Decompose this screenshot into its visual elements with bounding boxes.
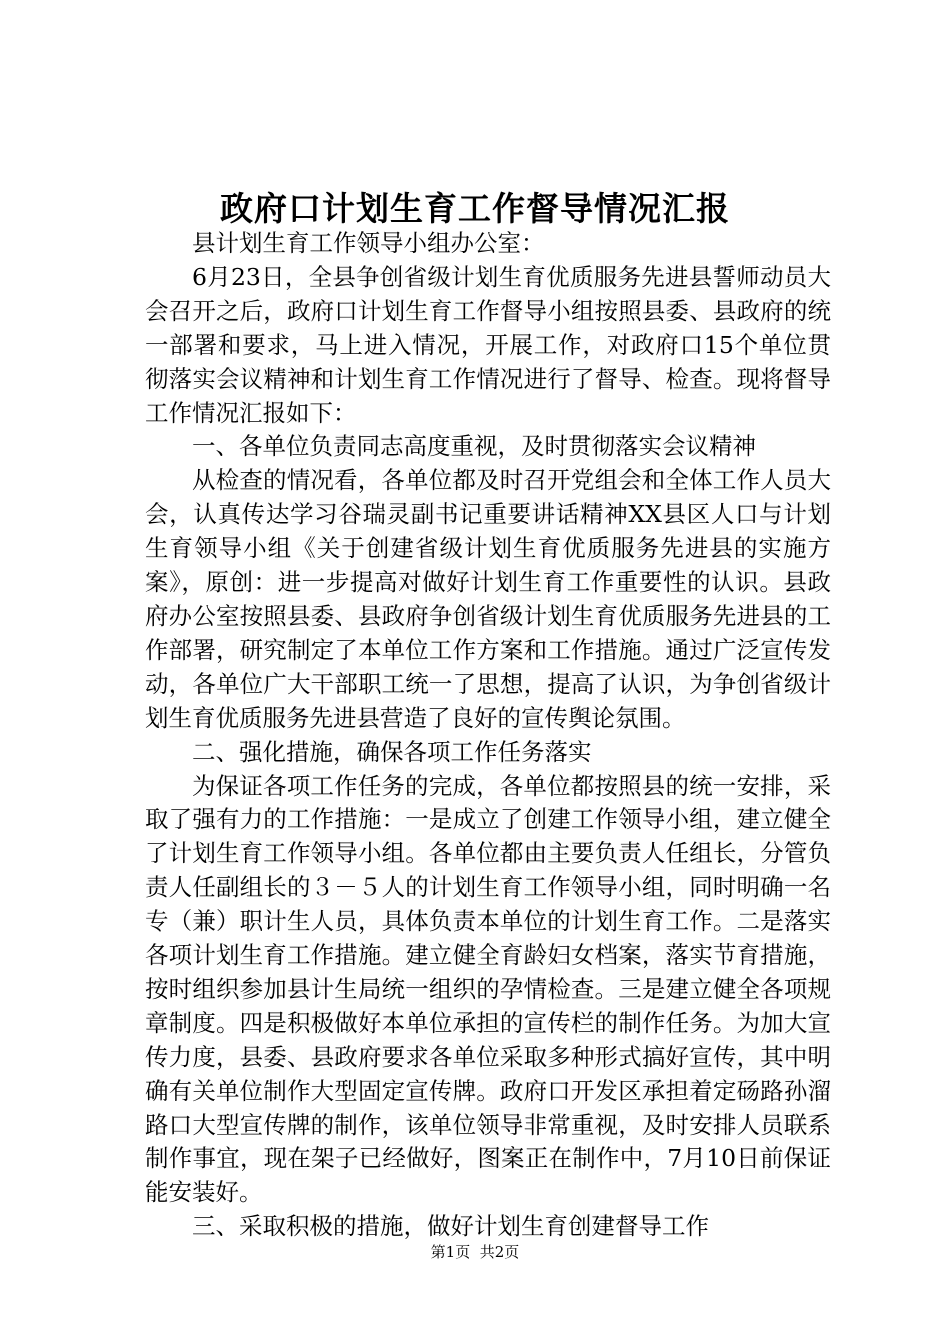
paragraph-section-1: 从检查的情况看，各单位都及时召开党组会和全体工作人员大会，认真传达学习谷瑞灵副书记重要讲话精神XX县区人口与计划生育领导小组《关于创建省级计划生育优质服务先进县的实施方案》，原创：进一步提高对做好计划生育工作重要性的认识。县政府办公室按照县委、县政府争创省级计划生育优质服务先进县的工作部署，研究制定了本单位工作方案和工作措施。通过广泛宣传发动，各单位广大干部职工统一了思想，提高了认识，为争创省级计划生育优质服务先进县营造了良好的宣传舆论氛围。 xyxy=(145,466,831,732)
section-heading-2: 二、强化措施，确保各项工作任务落实 xyxy=(192,737,592,766)
salutation: 县计划生育工作领导小组办公室： xyxy=(192,229,545,257)
document-title: 政府口计划生育工作督导情况汇报 xyxy=(220,189,730,228)
page-number: 第1页 xyxy=(430,1243,471,1261)
page-footer xyxy=(0,1240,950,1264)
section-heading-1: 一、各单位负责同志高度重视，及时贯彻落实会议精神 xyxy=(192,432,756,461)
document-body xyxy=(145,227,831,1244)
page-total: 共2页 xyxy=(479,1243,520,1261)
paragraph-section-2: 为保证各项工作任务的完成，各单位都按照县的统一安排，采取了强有力的工作措施：一是成立了创建工作领导小组，建立健全了计划生育工作领导小组。各单位都由主要负责人任组长，分管负责人任副组长的３－５人的计划生育工作领导小组，同时明确一名专（兼）职计生人员，具体负责本单位的计划生育工作。二是落实各项计划生育工作措施。建立健全育龄妇女档案，落实节育措施，按时组织参加县计生局统一组织的孕情检查。三是建立健全各项规章制度。四是积极做好本单位承担的宣传栏的制作任务。为加大宣传力度，县委、县政府要求各单位采取多种形式搞好宣传，其中明确有关单位制作大型固定宣传牌。政府口开发区承担着定砀路孙溜路口大型宣传牌的制作，该单位领导非常重视，及时安排人员联系制作事宜，现在架子已经做好，图案正在制作中，7月10日前保证能安装好。 xyxy=(145,771,831,1207)
paragraph-intro: 6月23日，全县争创省级计划生育优质服务先进县誓师动员大会召开之后，政府口计划生育工作督导小组按照县委、县政府的统一部署和要求，马上进入情况，开展工作，对政府口15个单位贯彻落实会议精神和计划生育工作情况进行了督导、检查。现将督导工作情况汇报如下： xyxy=(145,262,831,427)
section-heading-3: 三、采取积极的措施，做好计划生育创建督导工作 xyxy=(192,1212,709,1241)
